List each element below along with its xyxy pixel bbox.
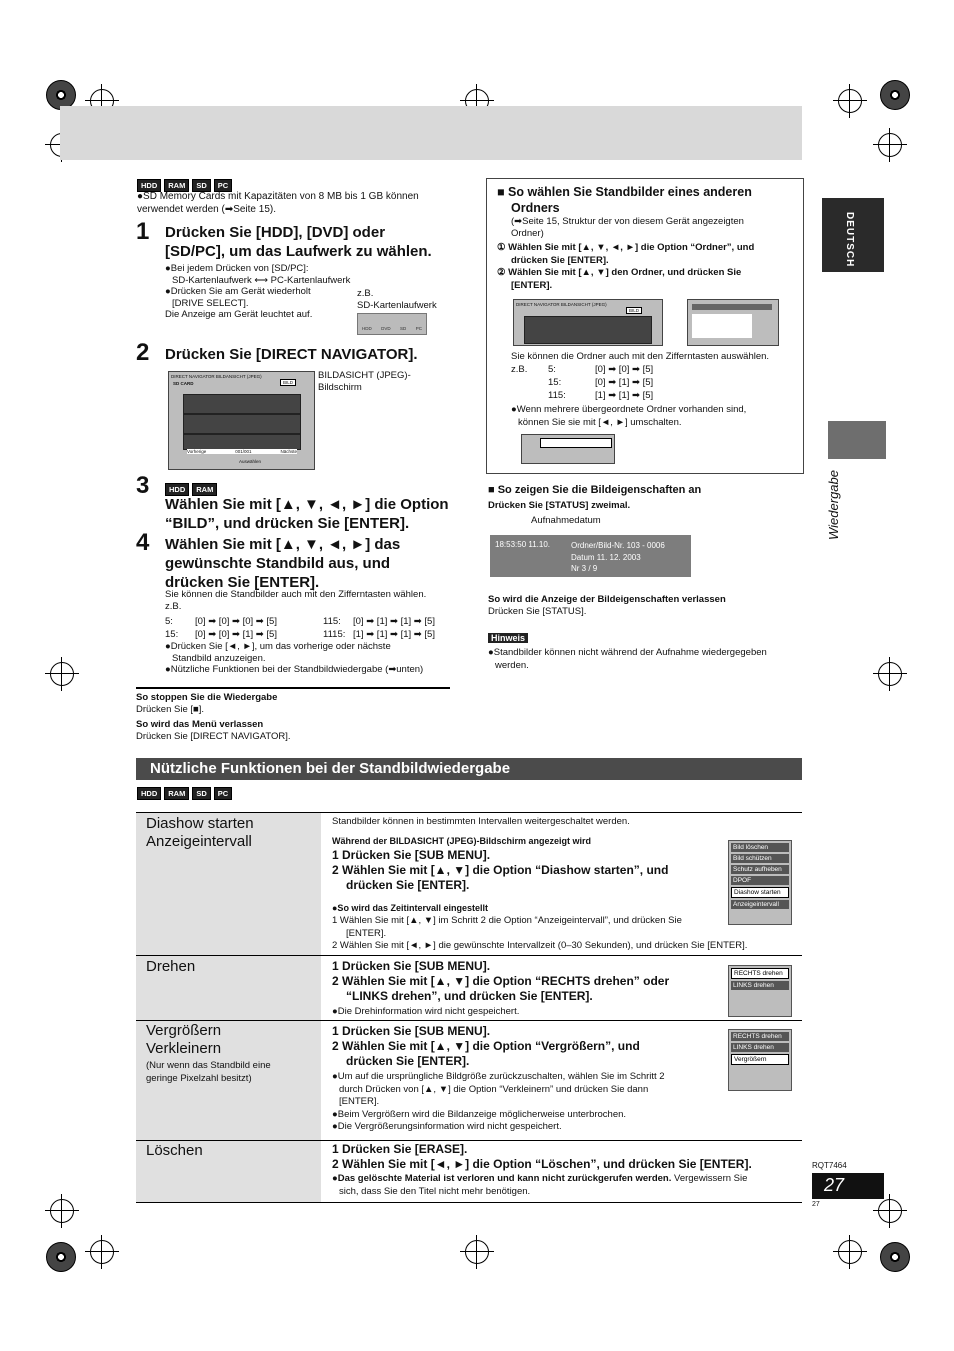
hinweis-label: Hinweis: [488, 633, 528, 643]
feature-steps: [332, 848, 668, 893]
step4-bullet: ●Nützliche Funktionen bei der Standbildwiedergabe (➡unten): [165, 664, 424, 675]
status-time: 18:53:50 11.10.: [495, 540, 551, 549]
crosshair-mark: [50, 662, 74, 686]
hinweis-line: werden.: [495, 659, 529, 671]
feature-title: [146, 815, 254, 851]
screen-caption-line: BILDASICHT (JPEG)-: [318, 370, 411, 381]
drive-label: SD: [400, 326, 407, 331]
features-title-band: [136, 758, 802, 780]
hinweis-line: ●Standbilder können nicht während der Aufnahme wiedergegeben: [488, 647, 767, 658]
feature-title: Löschen: [146, 1142, 203, 1159]
exit-title: So wird das Menü verlassen: [136, 719, 264, 730]
example-seq: [1] ➡ [1] ➡ [5]: [595, 390, 654, 401]
badge-hdd: HDD: [137, 179, 161, 192]
step4-title-line: drücken Sie [ENTER].: [165, 574, 320, 591]
badge-sd: SD: [192, 787, 210, 800]
screen-header: DIRECT NAVIGATOR BILDANSICHT (JPEG): [516, 302, 607, 307]
stop-text: Drücken Sie [■].: [136, 703, 205, 715]
screen-select: Auswählen: [239, 459, 262, 464]
interval-steps: [332, 915, 747, 953]
feature-note: ●Beim Vergrößern wird die Bildanzeige möglicherweise unterbrochen.: [332, 1108, 627, 1120]
feature-note: ●Die Drehinformation wird nicht gespeichert.: [332, 1006, 520, 1017]
step-number: 2: [136, 339, 150, 366]
props-exit-text: Drücken Sie [STATUS].: [488, 606, 587, 617]
drive-label: DVD: [381, 326, 391, 331]
features-badges: [137, 787, 232, 800]
warning-rest: Vergewissern Sie: [671, 1173, 748, 1184]
feature-step: 2 Wählen Sie mit [▲, ▼] die Option “Diashow starten”, und: [332, 863, 669, 877]
screen-bild: BILD: [626, 307, 642, 314]
folder-list: [692, 314, 752, 338]
features-title: Nützliche Funktionen bei der Standbildwiedergabe: [150, 760, 511, 777]
menu-item-selected: RECHTS drehen: [731, 968, 789, 979]
folder-switch-screen: [521, 434, 615, 464]
language-label: DEUTSCH: [844, 212, 855, 268]
eg-label: z.B.: [357, 288, 374, 299]
drive-example-label: SD-Kartenlaufwerk: [357, 299, 437, 311]
step1-bullet: Die Anzeige am Gerät leuchtet auf.: [165, 309, 313, 320]
screen-sd: SD CARD: [173, 381, 194, 386]
example-key: 15:: [165, 629, 179, 640]
eg-label: z.B.: [511, 364, 528, 375]
step4-bullet: Standbild anzuzeigen.: [172, 652, 266, 664]
step3-title: [165, 495, 449, 533]
example-row: [165, 615, 435, 628]
step1-bullet: ●Drücken Sie am Gerät wiederholt: [165, 286, 311, 297]
folder-step: ① Wählen Sie mit [▲, ▼, ◄, ►] die Option “Ordner”, und: [497, 242, 755, 253]
interval-step: 2 Wählen Sie mit [◄, ►] die gewünschte Intervallzeit (0–30 Sekunden), und drücken Sie [ENTER].: [332, 940, 748, 951]
table-line: [136, 1020, 802, 1021]
props-title: ■ So zeigen Sie die Bildeigenschaften an: [488, 484, 702, 496]
crosshair-mark: [50, 1199, 74, 1223]
drive-display: [357, 313, 427, 335]
feature-while: Während der BILDASICHT (JPEG)-Bildschirm angezeigt wird: [332, 836, 592, 846]
step1-notes: [165, 263, 365, 321]
screen-page: 001/001: [235, 449, 252, 454]
screen-bild: BILD: [280, 379, 296, 386]
step4-bullet: ●Drücken Sie [◄, ►], um das vorherige oder nächste: [165, 641, 391, 652]
feature-note: [ENTER].: [339, 1096, 380, 1107]
registration-circle-bottom-left: [46, 1242, 76, 1272]
navigator-screen: [168, 371, 315, 470]
feature-title: [146, 1022, 221, 1058]
folder-ref-line: Ordner): [511, 228, 544, 239]
feature-steps: [332, 1024, 640, 1069]
menu-item: Bild schützen: [731, 854, 789, 863]
feature-step: “LINKS drehen”, und drücken Sie [ENTER].: [346, 989, 593, 1003]
drive-label: HDD: [362, 326, 372, 331]
menu-item: Schutz aufheben: [731, 865, 789, 874]
feature-title: Drehen: [146, 958, 196, 975]
feature-step: drücken Sie [ENTER].: [346, 1054, 470, 1068]
step1-bullet: [DRIVE SELECT].: [172, 297, 249, 309]
menu-item-selected: Diashow starten: [731, 887, 789, 898]
thumbnail-row: [524, 316, 652, 344]
warning-line: sich, dass Sie den Titel nicht mehr benötigen.: [339, 1185, 531, 1197]
step2-title: Drücken Sie [DIRECT NAVIGATOR].: [165, 346, 418, 363]
feature-title-line: Verkleinern: [146, 1040, 222, 1057]
step1-title-line: [SD/PC], um das Laufwerk zu wählen.: [165, 243, 432, 260]
feature-steps: [332, 1142, 752, 1172]
folder-step: drücken Sie [ENTER].: [511, 254, 609, 266]
exit-text: Drücken Sie [DIRECT NAVIGATOR].: [136, 730, 291, 742]
drive-label: PC: [415, 326, 422, 331]
badge-hdd: HDD: [137, 787, 161, 800]
badge-ram: RAM: [164, 179, 189, 192]
screen-next: Nächste: [280, 449, 297, 454]
menu-item: LINKS drehen: [731, 1043, 789, 1052]
example-key: 5:: [548, 364, 556, 375]
folder-bullet: [511, 403, 746, 429]
page-number-small: 27: [812, 1201, 820, 1208]
registration-circle-bottom-right: [880, 1242, 910, 1272]
feature-step: 1 Drücken Sie [SUB MENU].: [332, 959, 491, 973]
feature-subnote-line: geringe Pixelzahl besitzt): [146, 1072, 252, 1084]
folder-steps: [497, 242, 754, 292]
step3-title-line: Wählen Sie mit [▲, ▼, ◄, ►] die Option: [165, 496, 449, 513]
example-key: 15:: [548, 377, 562, 388]
folder-title: [497, 184, 752, 216]
divider: [136, 687, 450, 689]
example-seq: [1] ➡ [1] ➡ [1] ➡ [5]: [353, 629, 435, 640]
interval-title: ●So wird das Zeitintervall eingestellt: [332, 903, 488, 913]
example-key: 115:: [548, 390, 566, 401]
status-line: Nr 3 / 9: [571, 564, 598, 573]
folder-switch-bar: [540, 438, 612, 448]
feature-note: durch Drücken von [▲, ▼] die Option “Verkleinern” und drücken Sie dann: [339, 1083, 649, 1095]
screen-caption-line: Bildschirm: [318, 382, 362, 393]
feature-note: ●Um auf die ursprüngliche Bildgröße zurückzuschalten, wählen Sie im Schritt 2: [332, 1071, 665, 1082]
folder-note: Sie können die Ordner auch mit den Zifferntasten auswählen.: [511, 351, 770, 362]
crosshair-mark: [878, 662, 902, 686]
status-line: Ordner/Bild-Nr. 103 - 0006: [571, 541, 665, 550]
thumbnail-row: [183, 434, 301, 450]
step-number: 4: [136, 529, 150, 556]
badge-pc: PC: [214, 787, 232, 800]
menu-item: Bild löschen: [731, 843, 789, 852]
feature-step: 2 Wählen Sie mit [◄, ►] die Option “Löschen”, und drücken Sie [ENTER].: [332, 1157, 752, 1171]
feature-title-line: Vergrößern: [146, 1022, 222, 1039]
folder-ref: [511, 216, 744, 240]
hinweis-text: [488, 647, 767, 672]
status-display: [490, 535, 691, 577]
page-number-box: [812, 1173, 884, 1199]
props-exit: [488, 594, 726, 618]
step4-title-line: gewünschte Standbild aus, und: [165, 555, 391, 572]
menu-item: LINKS drehen: [731, 981, 789, 990]
feature-step: 2 Wählen Sie mit [▲, ▼] die Option “RECHTS drehen” oder: [332, 974, 670, 988]
folder-list-header: [692, 304, 772, 310]
step1-bullet: SD-Kartenlaufwerk ⟷ PC-Kartenlaufwerk: [172, 274, 351, 286]
feature-step: 1 Drücken Sie [ERASE].: [332, 1142, 468, 1156]
screen-caption: [318, 370, 411, 394]
stop-title: So stoppen Sie die Wiedergabe: [136, 692, 278, 703]
stop-info: [136, 692, 450, 742]
feature-step: 1 Drücken Sie [SUB MENU].: [332, 848, 491, 862]
step4-notes: [165, 589, 455, 613]
menu-item: DPOF: [731, 876, 789, 885]
feature-note: ●Die Vergrößerungsinformation wird nicht gespeichert.: [332, 1121, 562, 1132]
props-sub: Drücken Sie [STATUS] zweimal.: [488, 500, 631, 511]
eg-label: z.B.: [165, 601, 182, 612]
step4-examples: [165, 615, 435, 641]
interval-step: [ENTER].: [346, 927, 387, 939]
folder-title-line: Ordners: [511, 201, 560, 215]
thumbnail-row: [183, 394, 301, 414]
step4-note: Sie können die Standbilder auch mit den Zifferntasten wählen.: [165, 589, 427, 600]
table-line: [136, 1202, 802, 1203]
thumbnail-row: [183, 414, 301, 434]
sd-note: ●SD Memory Cards mit Kapazitäten von 8 MB bis 1 GB können verwendet werden (➡Seite 15).: [137, 191, 419, 215]
status-details: [571, 540, 665, 575]
feature-notes: [332, 1071, 665, 1134]
feature-subnote-line: (Nur wenn das Standbild eine: [146, 1060, 271, 1071]
feature-step: drücken Sie [ENTER].: [346, 878, 470, 892]
folder-screen-1: [513, 299, 663, 346]
example-seq: [0] ➡ [1] ➡ [1] ➡ [5]: [353, 616, 435, 627]
step4-title-line: Wählen Sie mit [▲, ▼, ◄, ►] das: [165, 536, 401, 553]
section-marker: [828, 421, 886, 459]
badge-pc: PC: [214, 179, 232, 192]
example-seq: [0] ➡ [0] ➡ [1] ➡ [5]: [195, 629, 277, 640]
feature-title-line: Anzeigeintervall: [146, 833, 252, 850]
folder-ref-line: (➡Seite 15, Struktur der von diesem Gerät angezeigten: [511, 216, 744, 227]
step1-title-line: Drücken Sie [HDD], [DVD] oder: [165, 224, 386, 241]
feature-subnote: [146, 1060, 271, 1085]
feature-step: 1 Drücken Sie [SUB MENU].: [332, 1024, 491, 1038]
step-number: 3: [136, 472, 150, 499]
step4-title: [165, 535, 400, 592]
table-line: [136, 1140, 802, 1141]
step3-title-line: “BILD”, und drücken Sie [ENTER].: [165, 515, 410, 532]
sub-menu-zoom: [728, 1029, 792, 1091]
props-caption: Aufnahmedatum: [531, 515, 601, 526]
example-key: 1115:: [323, 629, 346, 640]
warning-bold: ●Das gelöschte Material ist verloren und kann nicht zurückgerufen werden.: [332, 1173, 672, 1184]
screen-prev: Vorherige: [187, 449, 207, 454]
registration-circle-top-right: [880, 80, 910, 110]
screen-header: DIRECT NAVIGATOR BILDANSICHT (JPEG): [171, 374, 262, 379]
example-seq: [0] ➡ [0] ➡ [0] ➡ [5]: [195, 616, 277, 627]
badge-ram: RAM: [164, 787, 189, 800]
crosshair-mark: [878, 1199, 902, 1223]
step4-bullets: [165, 641, 455, 676]
folder-title-line: ■ So wählen Sie Standbilder eines anderen: [497, 185, 752, 199]
crosshair-mark: [878, 133, 902, 157]
badge-ram: RAM: [192, 483, 217, 496]
crosshair-mark: [838, 1240, 862, 1264]
example-row: [165, 628, 435, 641]
doc-code: RQT7464: [812, 1161, 847, 1170]
folder-examples: [511, 363, 653, 402]
folder-bullet-line: ●Wenn mehrere übergeordnete Ordner vorhanden sind,: [511, 404, 747, 415]
table-line: [136, 955, 802, 956]
feature-title-line: Diashow starten: [146, 815, 254, 832]
status-line: Datum 11. 12. 2003: [571, 552, 641, 562]
props-exit-title: So wird die Anzeige der Bildeigenschaften verlassen: [488, 594, 726, 605]
screen-nav: [187, 449, 297, 454]
feature-steps: [332, 959, 669, 1004]
section-label: Wiedergabe: [826, 470, 841, 540]
example-seq: [0] ➡ [1] ➡ [5]: [595, 377, 654, 388]
badge-sd: SD: [192, 179, 210, 192]
crosshair-mark: [465, 1240, 489, 1264]
step-number: 1: [136, 218, 150, 245]
feature-warning: [332, 1173, 802, 1198]
folder-bullet-line: können Sie sie mit [◄, ►] umschalten.: [518, 417, 682, 428]
header-band: [60, 106, 802, 160]
step1-bullet: ●Bei jedem Drücken von [SD/PC]:: [165, 263, 309, 274]
crosshair-mark: [90, 1240, 114, 1264]
sub-menu-drehen: [728, 965, 792, 1017]
feature-intro: Standbilder können in bestimmten Intervallen weitergeschaltet werden.: [332, 816, 630, 827]
example-key: 5:: [165, 616, 173, 627]
menu-item: RECHTS drehen: [731, 1032, 789, 1041]
folder-step: [ENTER].: [511, 279, 553, 291]
sub-menu-diashow: [728, 840, 792, 925]
example-seq: [0] ➡ [0] ➡ [5]: [595, 364, 654, 375]
crosshair-mark: [838, 89, 862, 113]
feature-step: 2 Wählen Sie mit [▲, ▼] die Option “Vergrößern”, und: [332, 1039, 640, 1053]
menu-item: Anzeigeintervall: [731, 900, 789, 909]
folder-step: ② Wählen Sie mit [▲, ▼] den Ordner, und drücken Sie: [497, 267, 742, 278]
folder-list-screen: [687, 299, 779, 346]
drive-example: [357, 288, 437, 311]
interval-step: 1 Wählen Sie mit [▲, ▼] im Schritt 2 die Option “Anzeigeintervall”, und drücken Sie: [332, 915, 682, 926]
language-tab: [822, 198, 884, 272]
badge-hdd: HDD: [165, 483, 189, 496]
example-key: 115:: [323, 616, 341, 627]
step1-title: [165, 223, 432, 261]
menu-item-selected: Vergrößern: [731, 1054, 789, 1065]
page-number: 27: [824, 1175, 845, 1195]
